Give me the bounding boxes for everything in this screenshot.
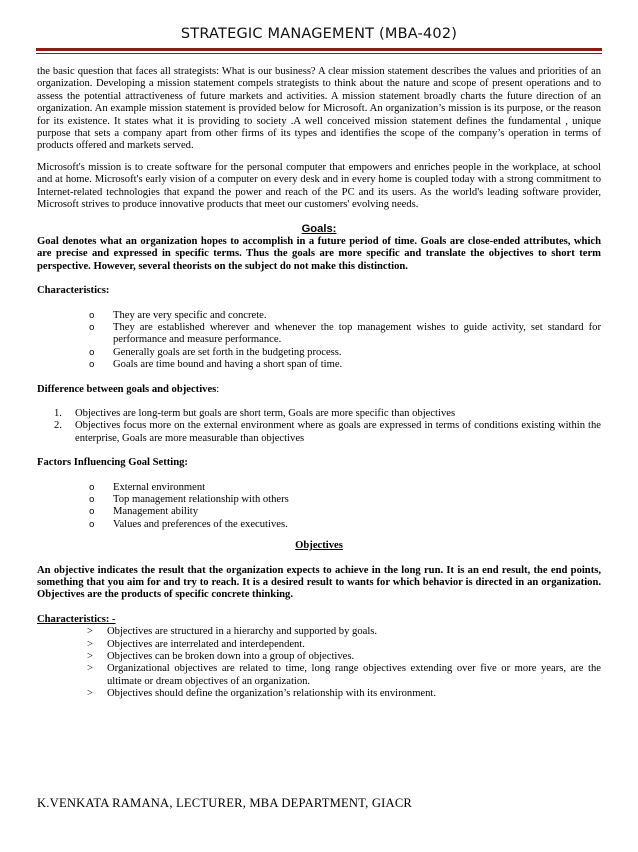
- goals-characteristics-list: [37, 310, 601, 372]
- factors-list: [37, 482, 601, 532]
- bullet-marker: o: [89, 322, 95, 333]
- bullet-marker: o: [89, 507, 95, 518]
- list-item-text: Values and preferences of the executives.: [113, 518, 288, 530]
- bullet-marker: o: [89, 310, 95, 321]
- arrow-marker: >: [87, 638, 93, 650]
- goals-characteristics-heading: Characteristics:: [37, 285, 110, 297]
- list-item: [37, 494, 601, 506]
- page-header-title: STRATEGIC MANAGEMENT (MBA-402): [180, 26, 458, 42]
- bullet-marker: o: [89, 519, 95, 530]
- objectives-characteristics-heading: Characteristics: -: [37, 613, 116, 625]
- number-marker: 1.: [54, 407, 62, 419]
- list-item: [37, 420, 601, 445]
- mission-paragraph: the basic question that faces all strategists: What is our business? A clear mission statement describes the values and priorities of an organization. Developing a mission statement compels strategists to think about the nature and scope of present operations and to assess the potential attractiveness of future markets and activities. A mission statement broadly charts the future direction of an organization. An example mission statement is provided below for Microsoft. An organization’s mission is its purpose, or the reason for its existence. It states what it is providing to society .A well conceived mission statement defines the fundamental , unique purpose that sets a company apart from other firms of its types and identifies the scope of the company’s operation in terms of products offered and markets served.: [37, 66, 601, 152]
- list-item: [37, 322, 601, 347]
- list-item: [37, 626, 601, 638]
- list-item: [37, 359, 601, 371]
- list-item-text: Goals are time bound and having a short span of time.: [113, 359, 343, 371]
- bullet-marker: o: [89, 347, 95, 358]
- list-item: [37, 663, 601, 688]
- goals-heading: Goals:: [301, 223, 337, 236]
- microsoft-mission-paragraph: Microsoft's mission is to create software for the personal computer that empowers and enriches people in the workplace, at school and at home. Microsoft's early vision of a computer on every desk and in every home is coupled today with a strong commitment to Internet-related technologies that expand the power and reach of the PC and its users. As the world's leading software provider, Microsoft strives to produce innovative products that meet our customers' evolving needs.: [37, 161, 601, 211]
- list-item-text: Generally goals are set forth in the budgeting process.: [113, 346, 342, 358]
- difference-heading-colon: :: [216, 383, 220, 395]
- list-item-text: Objectives are long-term but goals are short term, Goals are more specific than objectives: [75, 407, 456, 419]
- list-item: [37, 482, 601, 494]
- objectives-characteristics-list: [37, 626, 601, 700]
- list-item: [37, 408, 601, 420]
- list-item-text: Objectives can be broken down into a group of objectives.: [107, 651, 355, 663]
- arrow-marker: >: [87, 663, 93, 675]
- difference-list: [37, 408, 601, 445]
- list-item: [37, 519, 601, 531]
- list-item: [37, 639, 601, 651]
- header-rule-thin: [36, 53, 602, 54]
- list-item: [37, 688, 601, 700]
- bullet-marker: o: [89, 482, 95, 493]
- difference-heading: Difference between goals and objectives: [37, 383, 217, 395]
- difference-heading-line: [37, 384, 601, 396]
- number-marker: 2.: [54, 420, 62, 432]
- list-item-text: Objectives are structured in a hierarchy and supported by goals.: [107, 626, 378, 638]
- list-item: [37, 310, 601, 322]
- list-item: [37, 651, 601, 663]
- list-item-text: Objectives focus more on the external environment where as goals are expressed in terms of conditions existing within the enterprise, Goals are more measurable than objectives: [75, 420, 601, 444]
- list-item: [37, 506, 601, 518]
- objectives-definition: An objective indicates the result that the organization expects to achieve in the long run. It is an end result, the end points, something that you aim for and try to reach. It is a desired result to wants for which behavior is directed in an organization. Objectives are the products of specific concrete thinking.: [37, 564, 601, 601]
- bullet-marker: o: [89, 360, 95, 371]
- list-item-text: Objectives are interrelated and interdependent.: [107, 638, 305, 650]
- list-item-text: Objectives should define the organization’s relationship with its environment.: [107, 688, 437, 700]
- list-item-text: They are very specific and concrete.: [113, 309, 267, 321]
- arrow-marker: >: [87, 688, 93, 700]
- document-body: [37, 66, 601, 701]
- list-item-text: Top management relationship with others: [113, 493, 289, 505]
- list-item-text: Organizational objectives are related to time, long range objectives extending over five or more years, are the ultimate or dream objectives of an organization.: [107, 663, 601, 687]
- objectives-heading: Objectives: [295, 540, 343, 552]
- list-item-text: Management ability: [113, 506, 199, 518]
- goals-definition: Goal denotes what an organization hopes to accomplish in a future period of time. Goals are close-ended attributes, which are precise and expressed in specific terms. Thus the goals are more specific and translate the objectives to short term perspective. However, several theorists on the subject do not make this distinction.: [37, 235, 601, 272]
- list-item-text: External environment: [113, 481, 206, 493]
- list-item-text: They are established wherever and whenever the top management wishes to guide activity, set standard for performance and measure performance.: [113, 321, 601, 346]
- list-item: [37, 347, 601, 359]
- bullet-marker: o: [89, 494, 95, 505]
- arrow-marker: >: [87, 651, 93, 663]
- factors-heading: Factors Influencing Goal Setting:: [37, 457, 188, 469]
- page-footer: K.VENKATA RAMANA, LECTURER, MBA DEPARTMENT, GIACR: [37, 796, 413, 810]
- header-rule-thick: [36, 48, 602, 51]
- arrow-marker: >: [87, 626, 93, 638]
